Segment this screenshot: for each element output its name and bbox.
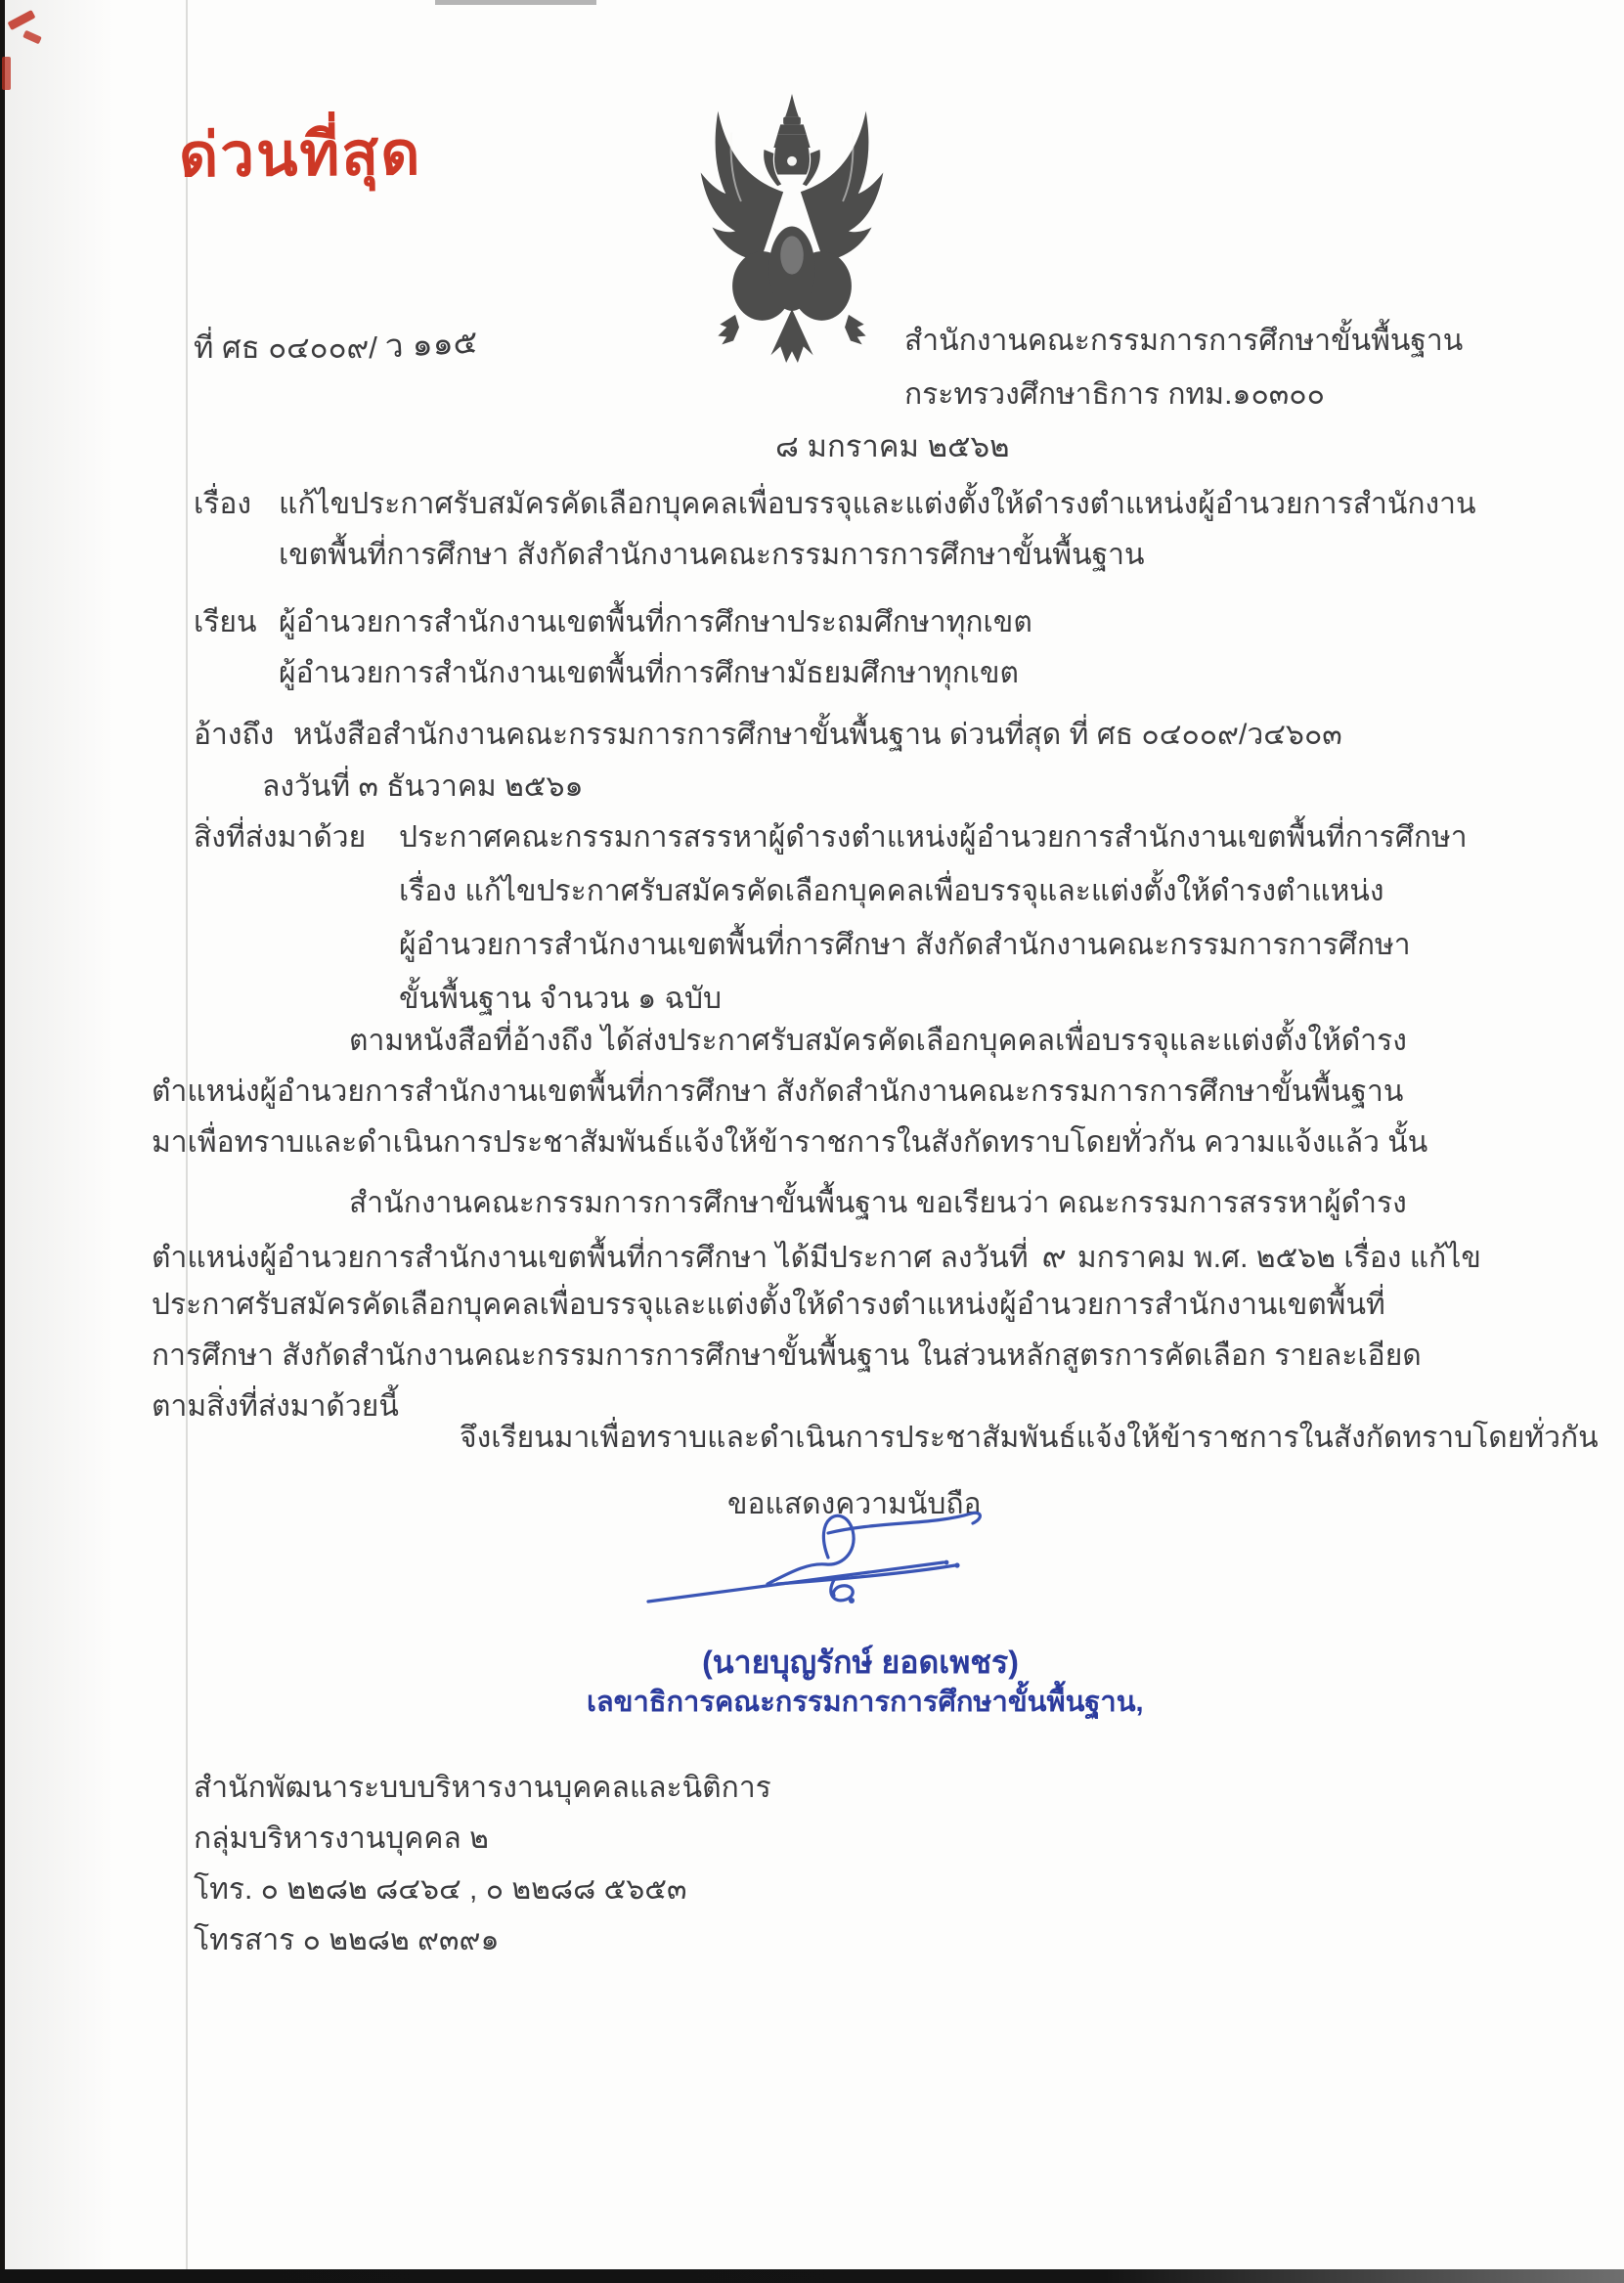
body-p2-line4: การศึกษา สังกัดสำนักงานคณะกรรมการการศึกษาขั้นพื้นฐาน ในส่วนหลักสูตรการคัดเลือก รายละเอียด: [152, 1339, 1422, 1372]
urgent-stamp: ด่วนที่สุด: [178, 119, 422, 191]
footer-office: สำนักพัฒนาระบบบริหารงานบุคคลและนิติการ: [194, 1772, 771, 1804]
handwritten-day: ๙: [1039, 1236, 1069, 1276]
garuda-emblem: [681, 94, 902, 366]
body-p2-line2b: มกราคม พ.ศ. ๒๕๖๒ เรื่อง แก้ไข: [1076, 1242, 1481, 1274]
subject-line1: แก้ไขประกาศรับสมัครคัดเลือกบุคคลเพื่อบรรจุและแต่งตั้งให้ดำรงตำแหน่งผู้อำนวยการสำนักงาน: [279, 488, 1476, 520]
footer-fax: โทรสาร ๐ ๒๒๘๒ ๙๓๙๑: [194, 1924, 500, 1956]
signer-title: เลขาธิการคณะกรรมการการศึกษาขั้นพื้นฐาน,: [587, 1687, 1144, 1718]
salutation: ขอแสดงความนับถือ: [727, 1488, 982, 1520]
signer-name: (นายบุญรักษ์ ยอดเพชร): [702, 1645, 1019, 1680]
reference-label: อ้างถึง: [194, 719, 275, 751]
to-line2: ผู้อำนวยการสำนักงานเขตพื้นที่การศึกษามัธยมศึกษาทุกเขต: [279, 657, 1020, 689]
signature-ink: [621, 1504, 1012, 1621]
closing-line: จึงเรียนมาเพื่อทราบและดำเนินการประชาสัมพันธ์แจ้งให้ข้าราชการในสังกัดทราบโดยทั่วกัน: [460, 1422, 1599, 1454]
reference-line1: หนังสือสำนักงานคณะกรรมการการศึกษาขั้นพื้นฐาน ด่วนที่สุด ที่ ศธ ๐๔๐๐๙/ว๔๖๐๓: [293, 719, 1342, 751]
letter-date: ๘ มกราคม ๒๕๖๒: [775, 429, 1010, 463]
subject-line2: เขตพื้นที่การศึกษา สังกัดสำนักงานคณะกรรมการการศึกษาขั้นพื้นฐาน: [279, 539, 1145, 571]
letter-number-printed: ที่ ศธ ๐๔๐๐๙/: [194, 330, 377, 365]
attachment-line1: ประกาศคณะกรรมการสรรหาผู้ดำรงตำแหน่งผู้อำนวยการสำนักงานเขตพื้นที่การศึกษา: [399, 821, 1468, 854]
footer-phone: โทร. ๐ ๒๒๘๒ ๘๔๖๔ , ๐ ๒๒๘๘ ๕๖๕๓: [194, 1873, 687, 1906]
attachment-line3: ผู้อำนวยการสำนักงานเขตพื้นที่การศึกษา สังกัดสำนักงานคณะกรรมการการศึกษา: [399, 929, 1411, 961]
to-line1: ผู้อำนวยการสำนักงานเขตพื้นที่การศึกษาประถมศึกษาทุกเขต: [279, 606, 1032, 638]
attachment-line2: เรื่อง แก้ไขประกาศรับสมัครคัดเลือกบุคคลเพื่อบรรจุและแต่งตั้งให้ดำรงตำแหน่ง: [399, 875, 1384, 907]
letter-number-handwritten: ว ๑๑๕: [383, 323, 479, 365]
footer-group: กลุ่มบริหารงานบุคคล ๒: [194, 1822, 489, 1855]
red-ink-speck: [2, 57, 11, 90]
body-p2-line3: ประกาศรับสมัครคัดเลือกบุคคลเพื่อบรรจุและแต่งตั้งให้ดำรงตำแหน่งผู้อำนวยการสำนักงานเขตพื้นที่: [152, 1289, 1385, 1321]
body-p2-line2: [152, 1236, 1481, 1277]
scan-left-shadow: [5, 0, 114, 2283]
letter-number: [194, 323, 479, 368]
scan-top-mark: [435, 0, 596, 5]
to-label: เรียน: [194, 606, 257, 638]
body-p2-line2a: ตำแหน่งผู้อำนวยการสำนักงานเขตพื้นที่การศึกษา ได้มีประกาศ ลงวันที่: [152, 1242, 1029, 1274]
body-p2-line1: สำนักงานคณะกรรมการการศึกษาขั้นพื้นฐาน ขอเรียนว่า คณะกรรมการสรรหาผู้ดำรง: [349, 1187, 1407, 1219]
reference-line2: ลงวันที่ ๓ ธันวาคม ๒๕๖๑: [262, 770, 584, 803]
body-p1-line2: ตำแหน่งผู้อำนวยการสำนักงานเขตพื้นที่การศึกษา สังกัดสำนักงานคณะกรรมการการศึกษาขั้นพื้นฐาน: [152, 1076, 1404, 1108]
body-p2-line5: ตามสิ่งที่ส่งมาด้วยนี้: [152, 1390, 399, 1423]
org-name-line1: สำนักงานคณะกรรมการการศึกษาขั้นพื้นฐาน: [904, 325, 1464, 357]
subject-label: เรื่อง: [194, 488, 252, 520]
attachment-label: สิ่งที่ส่งมาด้วย: [194, 821, 367, 854]
body-p1-line3: มาเพื่อทราบและดำเนินการประชาสัมพันธ์แจ้งให้ข้าราชการในสังกัดทราบโดยทั่วกัน ความแจ้งแล้ว นั้น: [152, 1126, 1428, 1159]
scan-bottom-edge: [0, 2269, 1624, 2283]
body-p1-line1: ตามหนังสือที่อ้างถึง ได้ส่งประกาศรับสมัครคัดเลือกบุคคลเพื่อบรรจุและแต่งตั้งให้ดำรง: [349, 1025, 1407, 1057]
attachment-line4: ขั้นพื้นฐาน จำนวน ๑ ฉบับ: [399, 983, 723, 1015]
org-name-line2: กระทรวงศึกษาธิการ กทม.๑๐๓๐๐: [904, 378, 1325, 411]
